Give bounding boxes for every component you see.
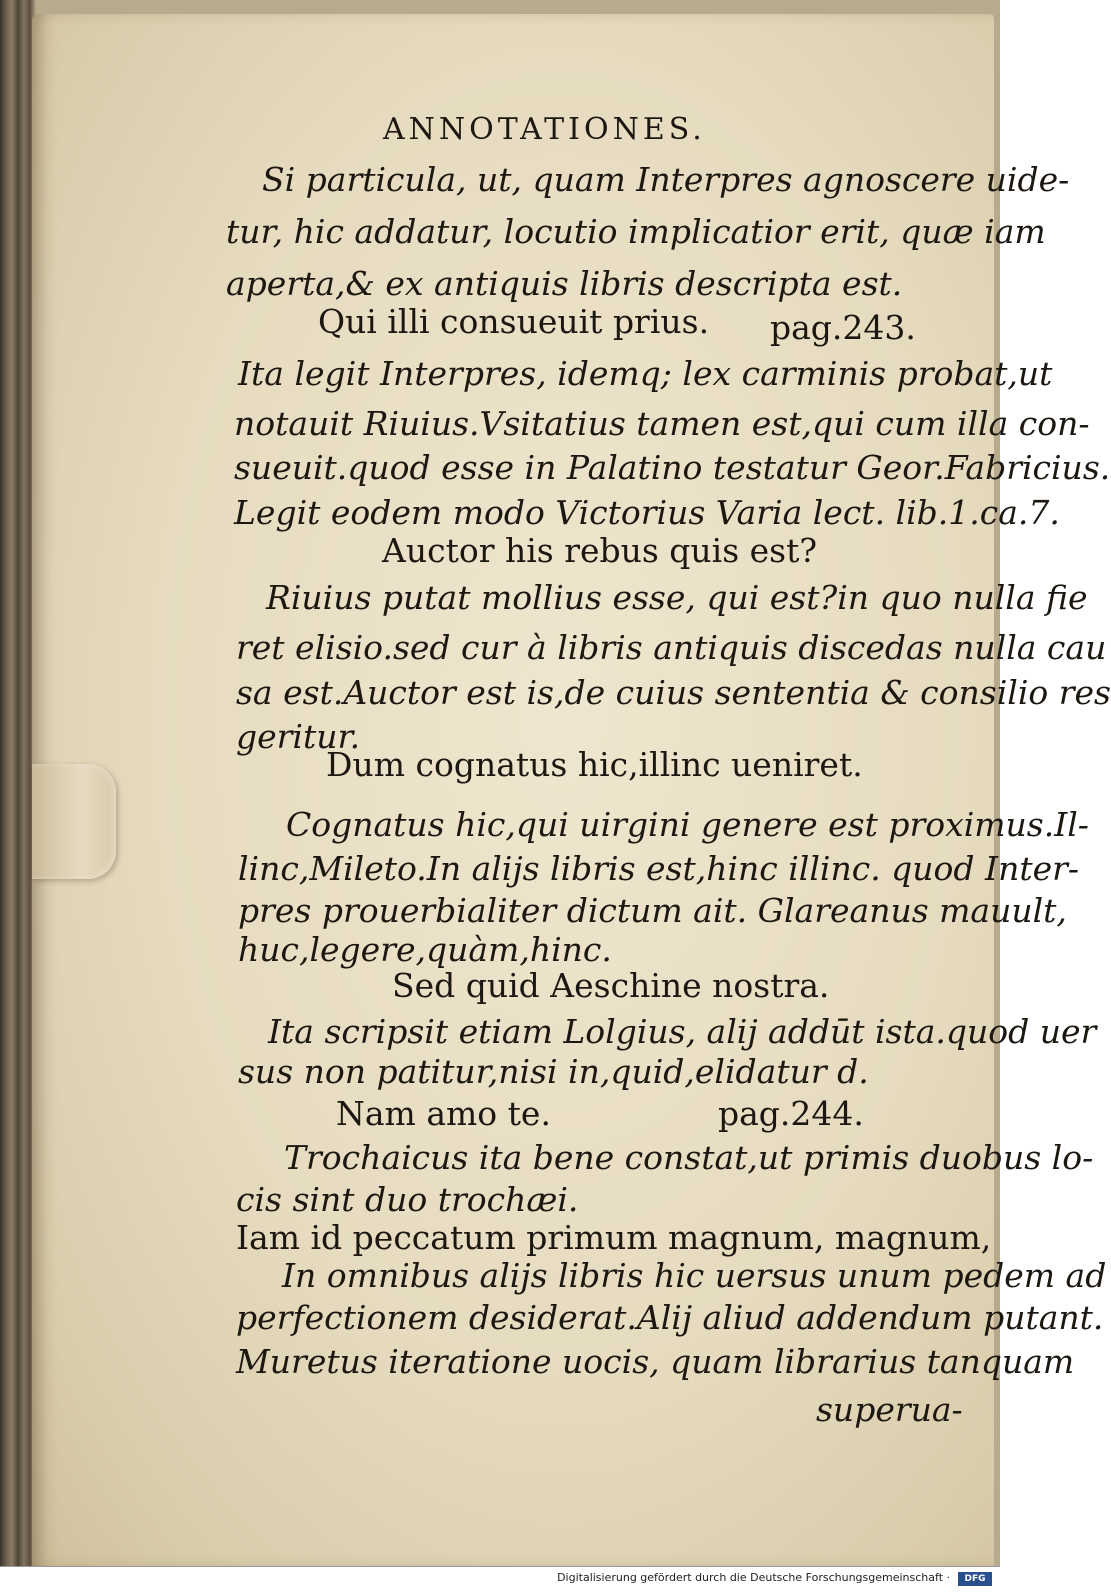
running-header: ANNOTATIONES. bbox=[383, 112, 706, 147]
text-line: perfectionem desiderat.Alij aliud addendum putant. bbox=[236, 1298, 1104, 1337]
text-line: cis sint duo trochæi. bbox=[236, 1180, 579, 1219]
text-line: Ita scripsit etiam Lolgius, alij addūt ista.quod uer bbox=[268, 1012, 1097, 1051]
text-line: sa est.Auctor est is,de cuius sententia & consilio res bbox=[236, 673, 1111, 712]
text-line: In omnibus alijs libris hic uersus unum pedem ad bbox=[282, 1256, 1107, 1295]
catchword: superua- bbox=[816, 1390, 963, 1429]
text-line: sus non patitur,nisi in,quid,elidatur d. bbox=[238, 1052, 869, 1091]
text-line: notauit Riuius.Vsitatius tamen est,qui cum illa con- bbox=[234, 404, 1090, 443]
text-line: Cognatus hic,qui uirgini genere est proximus.Il- bbox=[286, 805, 1089, 844]
text-line: Muretus iteratione uocis, quam librarius tanquam bbox=[236, 1342, 1075, 1381]
text-line: Riuius putat mollius esse, qui est?in quo nulla fie bbox=[266, 578, 1088, 617]
text-line: Si particula, ut, quam Interpres agnoscere uide- bbox=[262, 160, 1070, 199]
page-reference: pag.243. bbox=[770, 308, 916, 347]
text-line: aperta,& ex antiquis libris descripta est. bbox=[226, 264, 903, 303]
lemma: Sed quid Aeschine nostra. bbox=[392, 966, 830, 1005]
text-line: linc,Mileto.In alijs libris est,hinc illinc. quod Inter- bbox=[238, 849, 1080, 888]
text-line: ret elisio.sed cur à libris antiquis discedas nulla cau bbox=[236, 628, 1107, 667]
text-line: geritur. bbox=[236, 717, 361, 756]
text-line: huc,legere,quàm,hinc. bbox=[238, 930, 612, 969]
lemma: Iam id peccatum primum magnum, magnum, bbox=[236, 1218, 992, 1257]
text-line: Ita legit Interpres, idemq; lex carminis probat,ut bbox=[238, 354, 1053, 393]
lemma: Qui illi consueuit prius. bbox=[318, 302, 710, 341]
lemma: Nam amo te. bbox=[336, 1094, 551, 1133]
page-reference: pag.244. bbox=[718, 1094, 864, 1133]
text-line: sueuit.quod esse in Palatino testatur Geor.Fabricius. bbox=[234, 448, 1111, 487]
text-line: pres prouerbialiter dictum ait. Glareanus mauult, bbox=[238, 891, 1067, 930]
text-line: Legit eodem modo Victorius Varia lect. lib.1.ca.7. bbox=[234, 493, 1060, 532]
footer-bar bbox=[0, 1566, 1000, 1592]
text-line: tur, hic addatur, locutio implicatior erit, quæ iam bbox=[226, 212, 1046, 251]
footer-credit: Digitalisierung gefördert durch die Deutsche Forschungsgemeinschaft · bbox=[557, 1571, 950, 1584]
lemma: Dum cognatus hic,illinc ueniret. bbox=[326, 745, 863, 784]
lemma: Auctor his rebus quis est? bbox=[382, 531, 818, 570]
dfg-logo: DFG bbox=[958, 1572, 992, 1586]
text-line: Trochaicus ita bene constat,ut primis duobus lo- bbox=[284, 1138, 1094, 1177]
